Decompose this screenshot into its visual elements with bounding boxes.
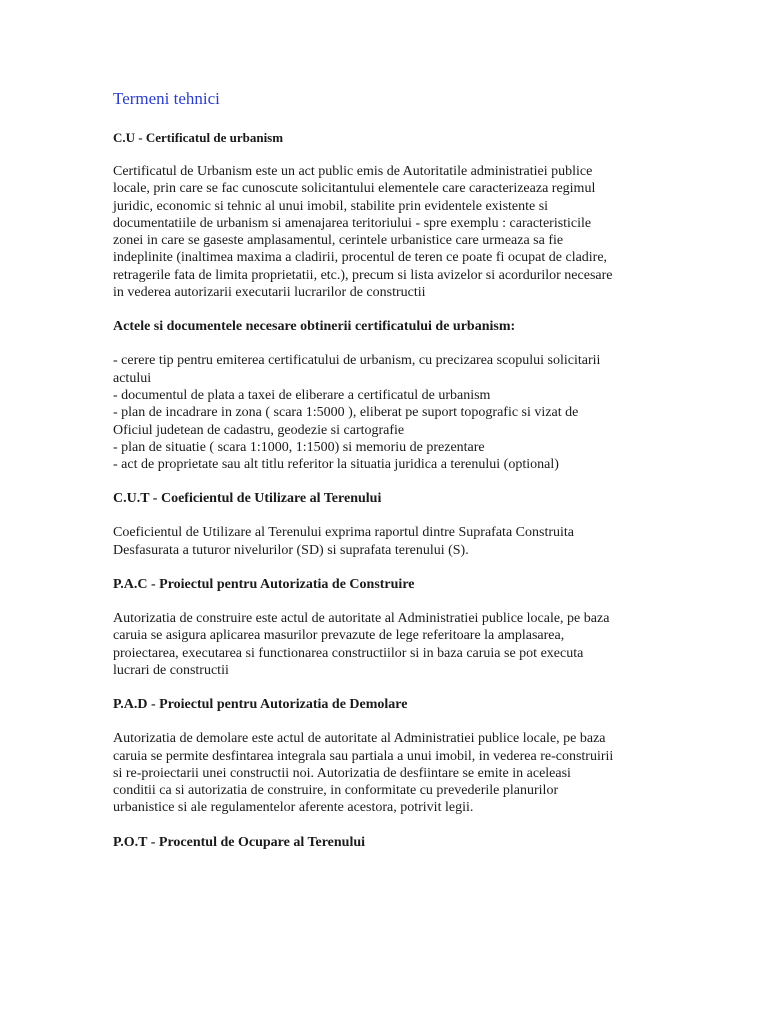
list-item: - plan de situatie ( scara 1:1000, 1:1500) si memoriu de prezentare <box>113 439 485 455</box>
cu-line: documentatiile de urbanism si amenajarea teritoriului - spre exemplu : caracteristicile <box>113 215 592 231</box>
cut-paragraph <box>113 524 653 559</box>
pad-line: conditii ca si autorizatia de construire, in conformitate cu prevederile planurilor <box>113 783 559 799</box>
acte-heading: Actele si documentele necesare obtinerii certificatului de urbanism: <box>113 319 516 335</box>
cu-line: in vederea autorizarii executarii lucrarilor de constructii <box>113 285 426 301</box>
pad-line: urbanistice si ale regulamentelor aferente acestora, potrivit legii. <box>113 800 474 816</box>
pac-heading: P.A.C - Proiectul pentru Autorizatia de Construire <box>113 577 415 593</box>
cu-line: locale, prin care se fac cunoscute solicitantului elementele care caracterizeaza regimul <box>113 181 596 197</box>
cu-line: retragerile fata de limita proprietatii, etc.), precum si lista avizelor si acordurilor necesare <box>113 267 613 283</box>
list-item: actului <box>113 370 152 386</box>
pac-line: caruia se asigura aplicarea masurilor prevazute de lege referitoare la amplasarea, <box>113 628 565 644</box>
cu-line: Certificatul de Urbanism este un act public emis de Autoritatile administratiei publice <box>113 164 593 179</box>
list-item: - plan de incadrare in zona ( scara 1:5000 ), eliberat pe suport topografic si vizat de <box>113 405 579 421</box>
acte-list <box>113 352 653 473</box>
list-item: - cerere tip pentru emiterea certificatului de urbanism, cu precizarea scopului solicitarii <box>113 353 601 369</box>
pad-line: Autorizatia de demolare este actul de autoritate al Administratiei publice locale, pe baza <box>113 731 606 747</box>
cu-paragraph <box>113 163 653 301</box>
pad-line: si re-proiectarii unei constructii noi. Autorizatia de desfiintare se emite in aceleasi <box>113 765 571 781</box>
pad-heading: P.A.D - Proiectul pentru Autorizatia de Demolare <box>113 697 408 713</box>
list-item: - documentul de plata a taxei de eliberare a certificatul de urbanism <box>113 387 491 403</box>
pad-line: caruia se permite desfintarea integrala sau partiala a unui imobil, in vederea re-construirii <box>113 748 614 764</box>
pac-line: lucrari de constructii <box>113 662 229 678</box>
list-item: - act de proprietate sau alt titlu referitor la situatia juridica a terenului (optional) <box>113 457 559 473</box>
cut-heading: C.U.T - Coeficientul de Utilizare al Terenului <box>113 491 382 507</box>
cu-line: juridic, economic si tehnic al unui imobil, stabilite prin evidentele existente si <box>113 198 549 214</box>
document-page <box>113 88 653 868</box>
document-title: Termeni tehnici <box>113 89 220 108</box>
cu-line: zonei in care se gaseste amplasamentul, cerintele urbanistice care urmeaza sa fie <box>113 233 564 249</box>
cu-line: indeplinite (inaltimea maxima a cladirii, procentul de teren ce poate fi ocupat de cladire, <box>113 250 608 266</box>
pad-paragraph <box>113 730 653 816</box>
list-item: Oficiul judetean de cadastru, geodezie si cartografie <box>113 422 405 438</box>
cu-heading: C.U - Certificatul de urbanism <box>113 130 284 145</box>
cut-line: Desfasurata a tuturor nivelurilor (SD) si suprafata terenului (S). <box>113 542 469 558</box>
pot-heading: P.O.T - Procentul de Ocupare al Terenului <box>113 834 366 850</box>
pac-line: Autorizatia de construire este actul de autoritate al Administratiei publice locale, pe baza <box>113 611 610 627</box>
pac-paragraph <box>113 610 653 679</box>
cut-line: Coeficientul de Utilizare al Terenului exprima raportul dintre Suprafata Construita <box>113 525 574 541</box>
pac-line: proiectarea, executarea si functionarea constructiilor si in baza caruia se pot executa <box>113 645 584 661</box>
